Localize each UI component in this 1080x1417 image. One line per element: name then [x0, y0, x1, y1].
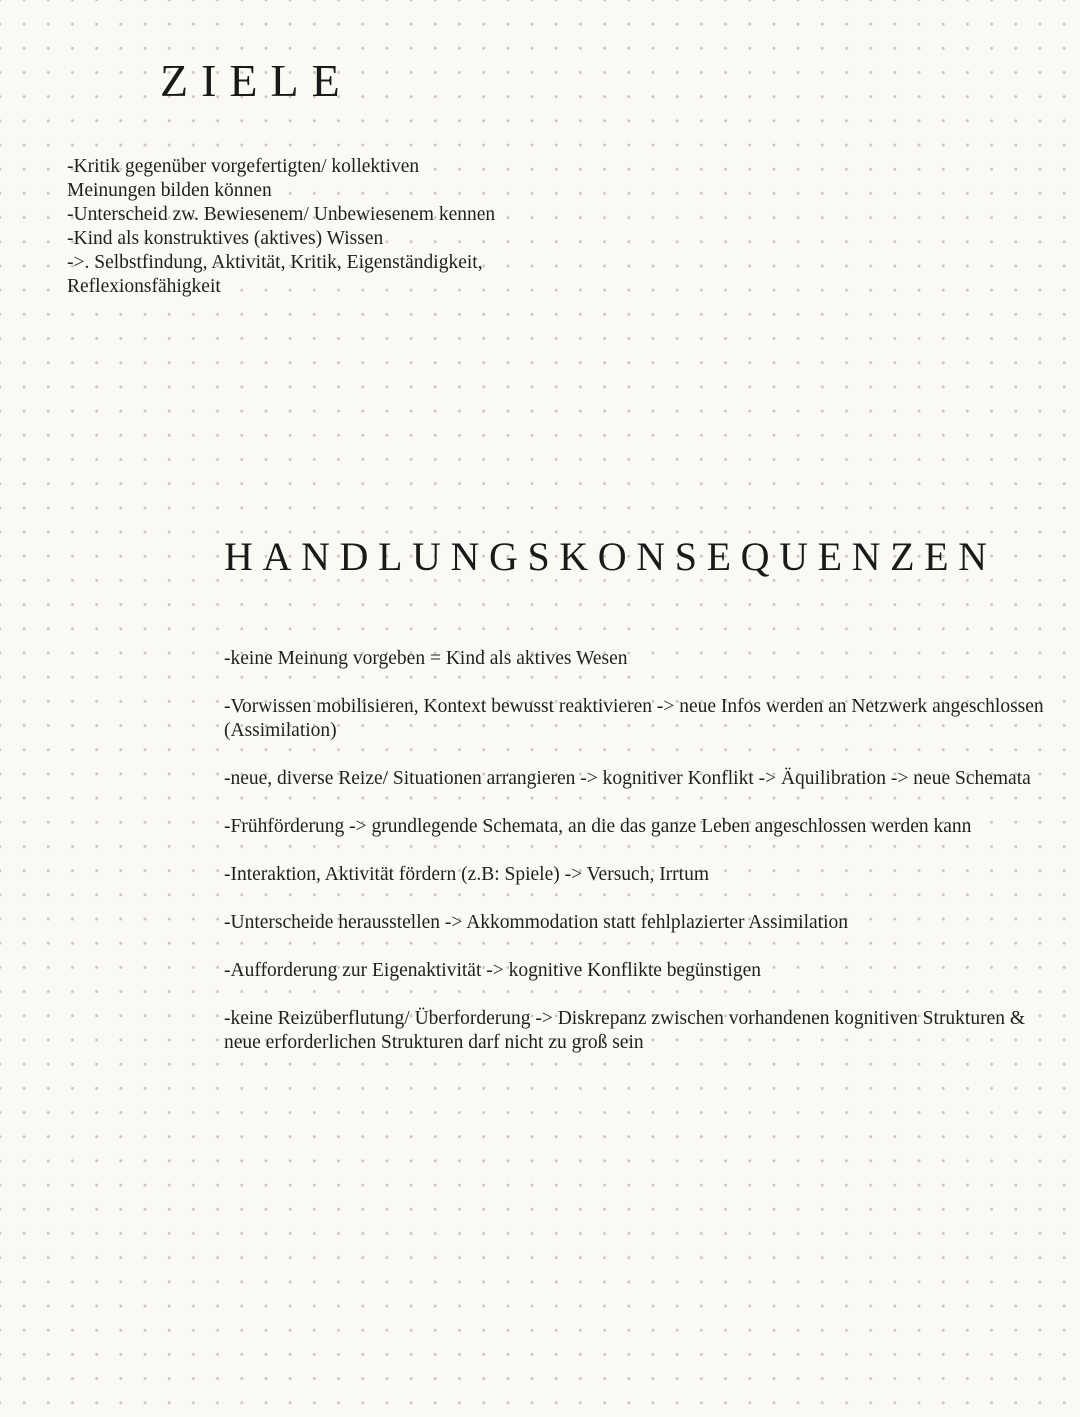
hk-item: -keine Meinung vorgeben = Kind als aktives Wesen [224, 648, 628, 669]
ziele-list [67, 155, 587, 299]
hk-item: -Aufforderung zur Eigenaktivität -> kognitive Konflikte begünstigen [224, 960, 762, 981]
ziele-line: -Kind als konstruktives (aktives) Wissen [67, 228, 384, 249]
ziele-line: ->. Selbstfindung, Aktivität, Kritik, Eigenständigkeit, [67, 252, 483, 273]
hk-item: -Interaktion, Aktivität fördern (z.B: Spiele) -> Versuch, Irrtum [224, 864, 710, 885]
handlungskonsequenzen-list [224, 647, 1044, 1079]
ziele-line: Meinungen bilden können [67, 180, 272, 201]
handlungskonsequenzen-heading: HANDLUNGSKONSEQUENZEN [224, 534, 997, 579]
hk-item: -keine Reizüberflutung/ Überforderung -> Diskrepanz zwischen vorhandenen kognitiven Strukturen & neue erforderlichen Strukturen darf nicht zu groß sein [224, 1008, 1026, 1053]
hk-item: -Unterscheide herausstellen -> Akkommodation statt fehlplazierter Assimilation [224, 912, 848, 933]
ziele-line: -Unterscheid zw. Bewiesenem/ Unbewiesenem kennen [67, 204, 496, 225]
ziele-heading: ZIELE [160, 55, 353, 106]
hk-item: -Frühförderung -> grundlegende Schemata, an die das ganze Leben angeschlossen werden kann [224, 816, 972, 837]
ziele-line: Reflexionsfähigkeit [67, 276, 221, 297]
hk-item: -Vorwissen mobilisieren, Kontext bewusst reaktivieren -> neue Infos werden an Netzwerk angeschlossen (Assimilation) [224, 696, 1044, 741]
ziele-line: -Kritik gegenüber vorgefertigten/ kollektiven [67, 156, 420, 177]
hk-item: -neue, diverse Reize/ Situationen arrangieren -> kognitiver Konflikt -> Äquilibration -> neue Schemata [224, 768, 1031, 789]
